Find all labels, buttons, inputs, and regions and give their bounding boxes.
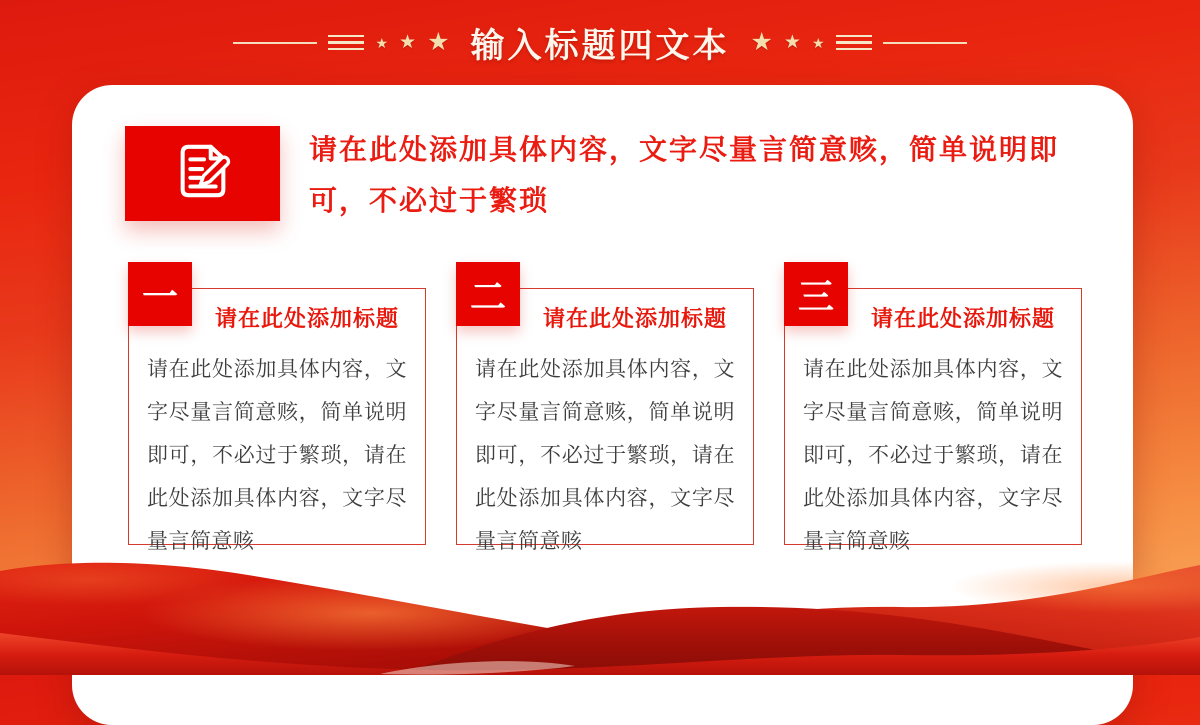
star-icon: ★ [427, 28, 450, 56]
star-icon: ★ [750, 28, 773, 56]
number-badge: 三 [784, 262, 848, 326]
column-card-1 [128, 275, 426, 553]
silk-wave-graphic [0, 535, 1200, 675]
star-icon: ★ [783, 32, 801, 53]
header-left-line [233, 42, 317, 44]
column-body-text: 请在此处添加具体内容，文字尽量言简意赅，简单说明即可，不必过于繁琐，请在此处添加具体内容，文字尽量言简意赅 [803, 358, 1063, 553]
column-card-3 [784, 275, 1082, 553]
column-body-text: 请在此处添加具体内容，文字尽量言简意赅，简单说明即可，不必过于繁琐，请在此处添加具体内容，文字尽量言简意赅 [475, 358, 735, 553]
number-badge: 一 [128, 262, 192, 326]
header-right-line [883, 42, 967, 44]
star-icon: ★ [375, 34, 389, 51]
number-badge: 二 [456, 262, 520, 326]
star-icon: ★ [399, 32, 417, 53]
columns-row [128, 275, 1082, 553]
star-icon: ★ [811, 34, 825, 51]
intro-icon-box [125, 126, 280, 221]
intro-text: 请在此处添加具体内容，文字尽量言简意赅，简单说明即可，不必过于繁琐 [309, 134, 1060, 216]
document-pencil-icon [172, 140, 234, 207]
page-title: 输入标题四文本 [470, 27, 730, 65]
slide-header [0, 0, 1200, 85]
column-title: 请在此处添加标题 [214, 306, 399, 331]
column-card-2 [456, 275, 754, 553]
column-body-text: 请在此处添加具体内容，文字尽量言简意赅，简单说明即可，不必过于繁琐，请在此处添加具体内容，文字尽量言简意赅 [147, 358, 407, 553]
header-right-triple-lines [836, 35, 872, 51]
column-title: 请在此处添加标题 [870, 306, 1055, 331]
column-title: 请在此处添加标题 [542, 306, 727, 331]
header-left-triple-lines [328, 35, 364, 51]
